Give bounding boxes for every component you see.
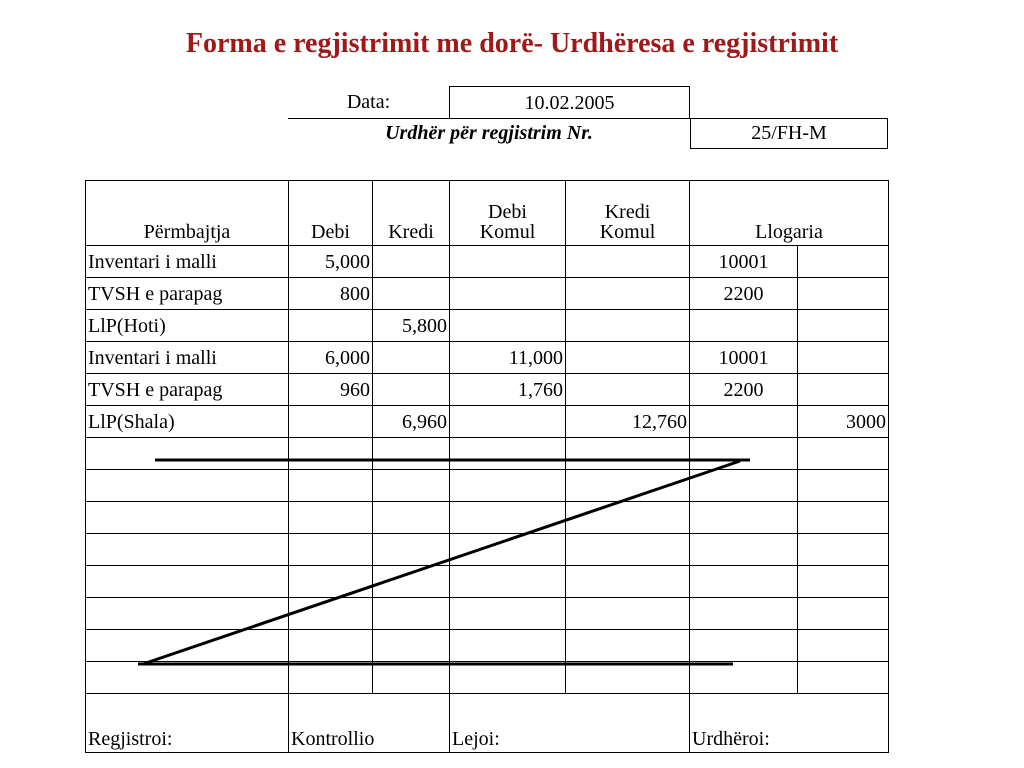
empty-row: [86, 566, 889, 598]
order-number-value: 25/FH-M: [690, 118, 888, 149]
cell-kredi-komul: [566, 342, 690, 374]
cell-kredi-komul: 12,760: [566, 406, 690, 438]
empty-row: [86, 438, 889, 470]
cell-debi-komul: [450, 406, 566, 438]
table-row: [86, 374, 889, 406]
cell-kredi-komul: [566, 246, 690, 278]
col-kredi-komul: Kredi Komul: [566, 181, 690, 246]
cell-llogaria-debi: 2200: [690, 374, 798, 406]
date-value: 10.02.2005: [449, 86, 690, 118]
cell-debi-komul: [450, 310, 566, 342]
cell-llogaria-debi: 10001: [690, 342, 798, 374]
cell-llogaria-kredi: 3000: [798, 406, 889, 438]
table-row: [86, 246, 889, 278]
cell-debi: 6,000: [289, 342, 373, 374]
signature-urdheroi: Urdhëroi:: [690, 694, 798, 753]
cell-debi: 960: [289, 374, 373, 406]
cell-llogaria-kredi: [798, 246, 889, 278]
cell-permbajtja: Inventari i malli: [86, 342, 289, 374]
cell-llogaria-kredi: [798, 374, 889, 406]
date-label: Data:: [346, 91, 391, 113]
signature-kontrollio: Kontrollio: [289, 694, 450, 753]
cell-debi: [289, 310, 373, 342]
col-permbajtja: Përmbajtja: [86, 181, 289, 246]
cell-llogaria-kredi: [798, 310, 889, 342]
col-debi-komul: Debi Komul: [450, 181, 566, 246]
empty-row: [86, 534, 889, 566]
cell-debi: 5,000: [289, 246, 373, 278]
cell-debi-komul: 11,000: [450, 342, 566, 374]
cell-debi: [289, 406, 373, 438]
cell-llogaria-kredi: [798, 278, 889, 310]
empty-row: [86, 630, 889, 662]
cell-debi: 800: [289, 278, 373, 310]
cell-kredi: [373, 342, 450, 374]
cell-permbajtja: LlP(Hoti): [86, 310, 289, 342]
cell-llogaria-debi: [690, 310, 798, 342]
cell-kredi: [373, 374, 450, 406]
signature-row: [86, 694, 889, 753]
cell-permbajtja: TVSH e parapag: [86, 374, 289, 406]
empty-row: [86, 662, 889, 694]
cell-kredi: [373, 278, 450, 310]
empty-row: [86, 502, 889, 534]
signature-regjistroi: Regjistroi:: [86, 694, 289, 753]
header-row: [86, 181, 889, 246]
cell-permbajtja: TVSH e parapag: [86, 278, 289, 310]
empty-row: [86, 598, 889, 630]
cell-llogaria-debi: [690, 406, 798, 438]
table-row: [86, 278, 889, 310]
col-llogaria: Llogaria: [690, 181, 889, 246]
cell-llogaria-debi: 2200: [690, 278, 798, 310]
cell-llogaria-debi: 10001: [690, 246, 798, 278]
empty-row: [86, 470, 889, 502]
cell-kredi-komul: [566, 278, 690, 310]
cell-permbajtja: Inventari i malli: [86, 246, 289, 278]
cell-permbajtja: LlP(Shala): [86, 406, 289, 438]
ledger-table: [85, 180, 889, 753]
table-row: [86, 406, 889, 438]
cell-llogaria-kredi: [798, 342, 889, 374]
cell-kredi: [373, 246, 450, 278]
cell-debi-komul: [450, 246, 566, 278]
cell-debi-komul: 1,760: [450, 374, 566, 406]
cell-kredi: 5,800: [373, 310, 450, 342]
page-title: Forma e regjistrimit me dorë- Urdhëresa e regjistrimit: [185, 28, 839, 59]
cell-kredi: 6,960: [373, 406, 450, 438]
signature-lejoi: Lejoi:: [450, 694, 566, 753]
cell-kredi-komul: [566, 374, 690, 406]
table-row: [86, 342, 889, 374]
cell-debi-komul: [450, 278, 566, 310]
cell-kredi-komul: [566, 310, 690, 342]
col-kredi: Kredi: [373, 181, 450, 246]
col-debi: Debi: [289, 181, 373, 246]
table-row: [86, 310, 889, 342]
order-number-label: Urdhër për regjistrim Nr.: [385, 122, 593, 144]
